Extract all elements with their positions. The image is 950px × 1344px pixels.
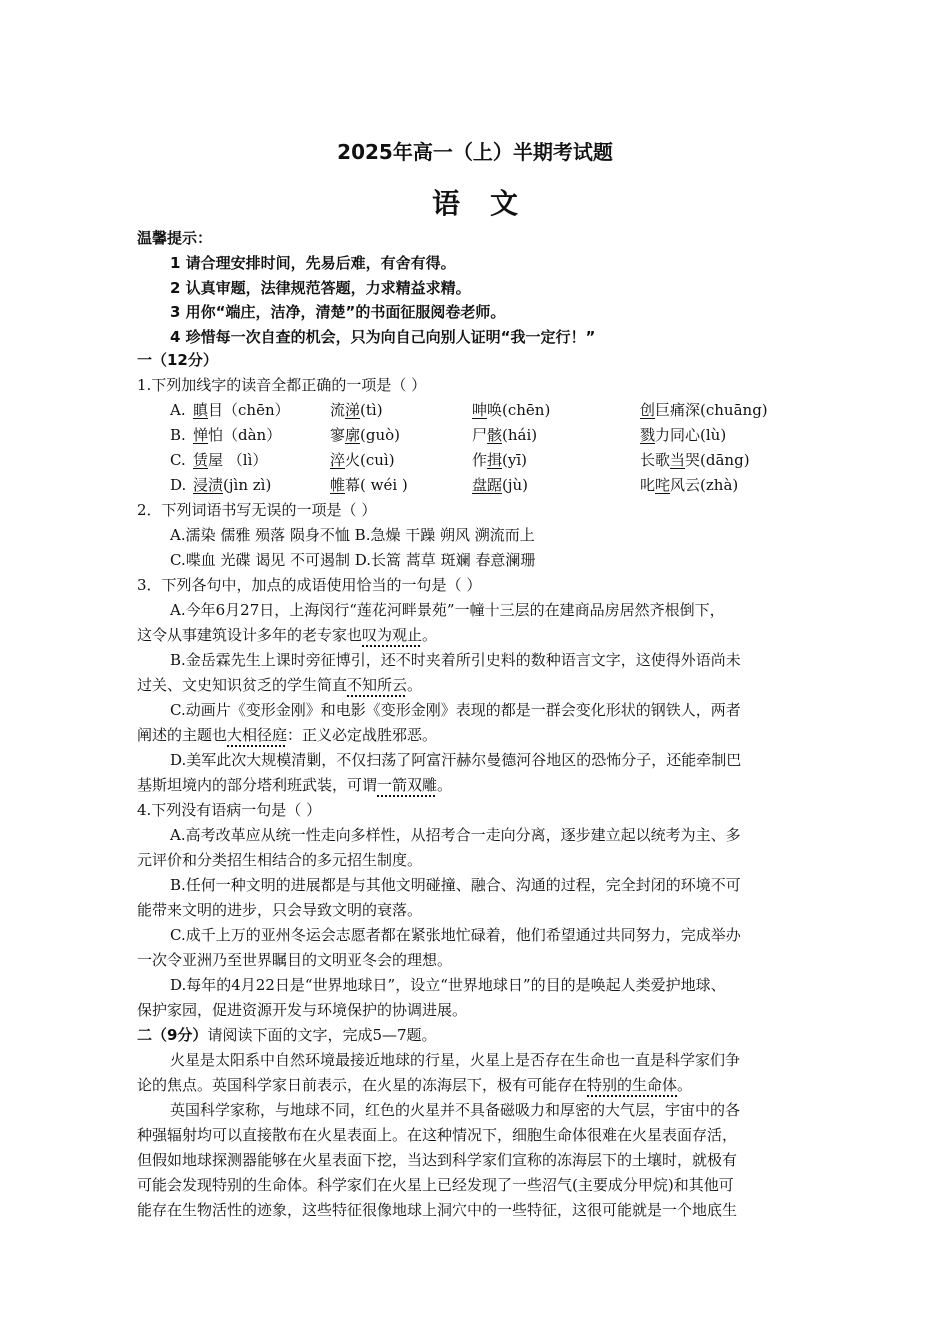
item-post: 巨痛深(chuāng)	[655, 401, 768, 419]
q4-line: B.任何一种文明的进展都是与其他文明碰撞、融合、沟通的过程，完全封闭的环境不可	[170, 876, 741, 894]
line-text: 火星是太阳系中自然环境最接近地球的行星，火星上是否存在生命也一直是科学家们争	[170, 1051, 741, 1069]
underlined-char: 咤	[655, 476, 671, 494]
q1-option-item	[193, 475, 271, 495]
line-text: 。	[677, 1076, 693, 1094]
q1-option-item	[640, 475, 738, 495]
item-pre: 叱	[640, 476, 656, 494]
passage-line	[137, 1175, 734, 1195]
line-text: 过关、文史知识贫乏的学生简直	[137, 676, 348, 694]
item-post: 唤(chēn)	[487, 401, 551, 419]
q1-option-item	[640, 400, 768, 420]
q1-option-item	[330, 450, 395, 470]
item-post: 哭(dāng)	[685, 451, 750, 469]
line-text: 。	[437, 776, 453, 794]
q1-option-item	[193, 425, 281, 445]
line-text: D.美军此次大规模清剿，不仅扫荡了阿富汗赫尔曼德河谷地区的恐怖分子，还能牵制巴	[170, 751, 742, 769]
item-pre: 作	[472, 451, 488, 469]
q2-stem: 2．下列词语书写无误的一项是（ ）	[137, 501, 377, 519]
underlined-char: 呻	[472, 401, 488, 419]
section2-heading-text: 请阅读下面的文字，完成5—7题。	[207, 1026, 437, 1044]
line-text: 这令从事建筑设计多年的老专家也	[137, 626, 363, 644]
item-post: (jù)	[502, 476, 529, 494]
q4-line: A.高考改革应从统一性走向多样性，从招考合一走向分离，逐步建立起以统考为主、多	[170, 826, 741, 844]
underlined-char: 盘踞	[472, 476, 503, 494]
item-post: 幕( wéi )	[345, 476, 408, 494]
subject-title: 语文	[431, 187, 548, 220]
q1-option-item	[330, 475, 408, 495]
line-text: 。	[407, 676, 423, 694]
tip-item: 4 珍惜每一次自查的机会，只为向自己向别人证明“我一定行！”	[170, 327, 596, 346]
underlined-char: 创	[640, 401, 656, 419]
tips-heading: 温馨提示：	[137, 229, 213, 247]
q3-line	[170, 750, 741, 770]
item-pre: 寥	[330, 426, 346, 444]
section2-heading-score: 二（9分）	[137, 1026, 208, 1044]
underlined-char: 瞋	[193, 401, 209, 419]
line-text: 基斯坦境内的部分塔利班武装，可谓	[137, 776, 378, 794]
q1-option-item	[472, 450, 527, 470]
q3-line	[137, 725, 437, 745]
q4-line: 元评价和分类招生相结合的多元招生制度。	[137, 851, 423, 869]
line-text: B.金岳霖先生上课时旁征博引，还不时夹着所引史料的数种语言文字，这使得外语尚未	[170, 651, 741, 669]
exam-title: 2025年高一（上）半期考试题	[337, 140, 613, 164]
item-post: (hái)	[502, 426, 538, 444]
tip-item: 2 认真审题，法律规范答题，力求精益求精。	[170, 278, 471, 297]
q1-option-item	[330, 400, 383, 420]
q1-option-item	[330, 425, 400, 445]
line-text: C.动画片《变形金刚》和电影《变形金刚》表现的都是一群会变化形状的钢铁人，两者	[170, 701, 741, 719]
q3-stem: 3．下列各句中，加点的成语使用恰当的一句是（ ）	[137, 576, 482, 594]
item-post: 屋 （lì）	[208, 451, 268, 469]
item-post: 力同心(lù)	[655, 426, 727, 444]
line-text: ：正义必定战胜邪恶。	[287, 726, 438, 744]
dotted-idiom: 叹为观止	[362, 626, 423, 644]
q1-option-item	[472, 425, 537, 445]
underlined-char: 浸渍	[193, 476, 224, 494]
underlined-char: 淬	[330, 451, 346, 469]
q1-option-label: D.	[170, 476, 187, 494]
section1-heading: 一（12分）	[137, 351, 218, 369]
underlined-char: 涕	[345, 401, 361, 419]
underlined-char: 当	[670, 451, 686, 469]
q3-line	[170, 600, 725, 620]
item-post: 目（chēn）	[208, 401, 290, 419]
underlined-char: 廓	[345, 426, 361, 444]
underlined-char: 帷	[330, 476, 346, 494]
q2-option-row: A.濡染 儒雅 殒落 陨身不恤 B.急燥 干躁 朔风 溯流而上	[170, 526, 535, 544]
q1-stem: 1.下列加线字的读音全都正确的一项是（ ）	[137, 376, 427, 394]
q4-line: C.成千上万的亚州冬运会志愿者都在紧张地忙碌着，他们希望通过共同努力，完成举办	[170, 926, 741, 944]
q2-option-row: C.喋血 光碟 谒见 不可遏制 D.长篙 蒿草 斑斓 春意澜珊	[170, 551, 536, 569]
line-text: 阐述的主题也	[137, 726, 228, 744]
q1-option-label: C.	[170, 451, 186, 469]
dotted-idiom: 一箭双雕	[377, 776, 438, 794]
q3-line	[137, 625, 437, 645]
item-post: (jìn zì)	[223, 476, 272, 494]
underlined-char: 揖	[487, 451, 503, 469]
q4-line: 保护家园，促进资源开发与环境保护的协调进展。	[137, 1001, 468, 1019]
line-text: 种强辐射均可以直接散布在火星表面上。在这种情况下，细胞生命体很难在火星表面存活，	[137, 1126, 738, 1144]
line-text: 英国科学家称，与地球不同，红色的火星并不具备磁吸力和厚密的大气层，宇宙中的各	[170, 1101, 741, 1119]
underlined-char: 惮	[193, 426, 209, 444]
underlined-char: 骸	[487, 426, 503, 444]
dotted-idiom: 不知所云	[347, 676, 408, 694]
tip-item: 1 请合理安排时间，先易后难，有舍有得。	[170, 254, 456, 272]
item-post: 风云(zhà)	[670, 476, 739, 494]
q3-line	[170, 650, 741, 670]
q4-stem: 4.下列没有语病一句是（ ）	[137, 801, 322, 819]
passage-line	[170, 1050, 740, 1070]
item-post: (tì)	[360, 401, 383, 419]
q3-line	[137, 775, 452, 795]
line-text: 。	[422, 626, 438, 644]
q1-option-item	[640, 425, 726, 445]
passage-line	[137, 1125, 737, 1145]
item-post: 怕（dàn）	[208, 426, 282, 444]
item-pre: 长歌	[640, 451, 671, 469]
q1-option-label: A.	[170, 401, 186, 419]
q1-option-item	[472, 400, 550, 420]
passage-line	[137, 1075, 692, 1095]
q1-option-item	[640, 450, 750, 470]
underlined-char: 戮	[640, 426, 656, 444]
line-text: 能存在生物活性的迹象，这些特征很像地球上洞穴中的一些特征，这很可能就是一个地底生	[137, 1201, 738, 1219]
item-pre: 流	[330, 401, 346, 419]
passage-line	[137, 1200, 737, 1220]
q3-line	[137, 675, 422, 695]
underlined-char: 赁	[193, 451, 209, 469]
q1-option-item	[193, 450, 267, 470]
passage-line	[170, 1100, 740, 1120]
q1-option-item	[472, 475, 528, 495]
line-text: 论的焦点。英国科学家日前表示，在火星的冻海层下，极有可能存在	[137, 1076, 588, 1094]
tip-item: 3 用你“端庄，洁净，清楚”的书面征服阅卷老师。	[170, 303, 506, 321]
item-pre: 尸	[472, 426, 488, 444]
q3-line	[170, 700, 741, 720]
q4-line: 一次令亚洲乃至世界瞩目的文明亚冬会的理想。	[137, 951, 453, 969]
line-text: A.今年6月27日，上海闵行“莲花河畔景苑”一幢十三层的在建商品房居然齐根倒下，	[170, 601, 725, 619]
q1-option-label: B.	[170, 426, 186, 444]
q4-line: 能带来文明的进步，只会导致文明的衰落。	[137, 901, 423, 919]
item-post: 火(cuì)	[345, 451, 395, 469]
q4-line: D.每年的4月22日是“世界地球日”，设立“世界地球日”的目的是唤起人类爱护地球、	[170, 976, 726, 994]
item-post: (guò)	[360, 426, 401, 444]
dotted-phrase: 特别的生命体	[587, 1076, 678, 1094]
line-text: 可能会发现特别的生命体。科学家们在火星上已经发现了一些沼气(主要成分甲烷)和其他可	[137, 1176, 734, 1194]
item-post: (yī)	[502, 451, 528, 469]
section2-heading	[137, 1025, 437, 1045]
q1-option-item	[193, 400, 290, 420]
passage-line	[137, 1150, 737, 1170]
dotted-idiom: 大相径庭	[227, 726, 288, 744]
line-text: 但假如地球探测器能够在火星表面下挖，当达到科学家们宣称的冻海层下的土壤时，就极有	[137, 1151, 738, 1169]
